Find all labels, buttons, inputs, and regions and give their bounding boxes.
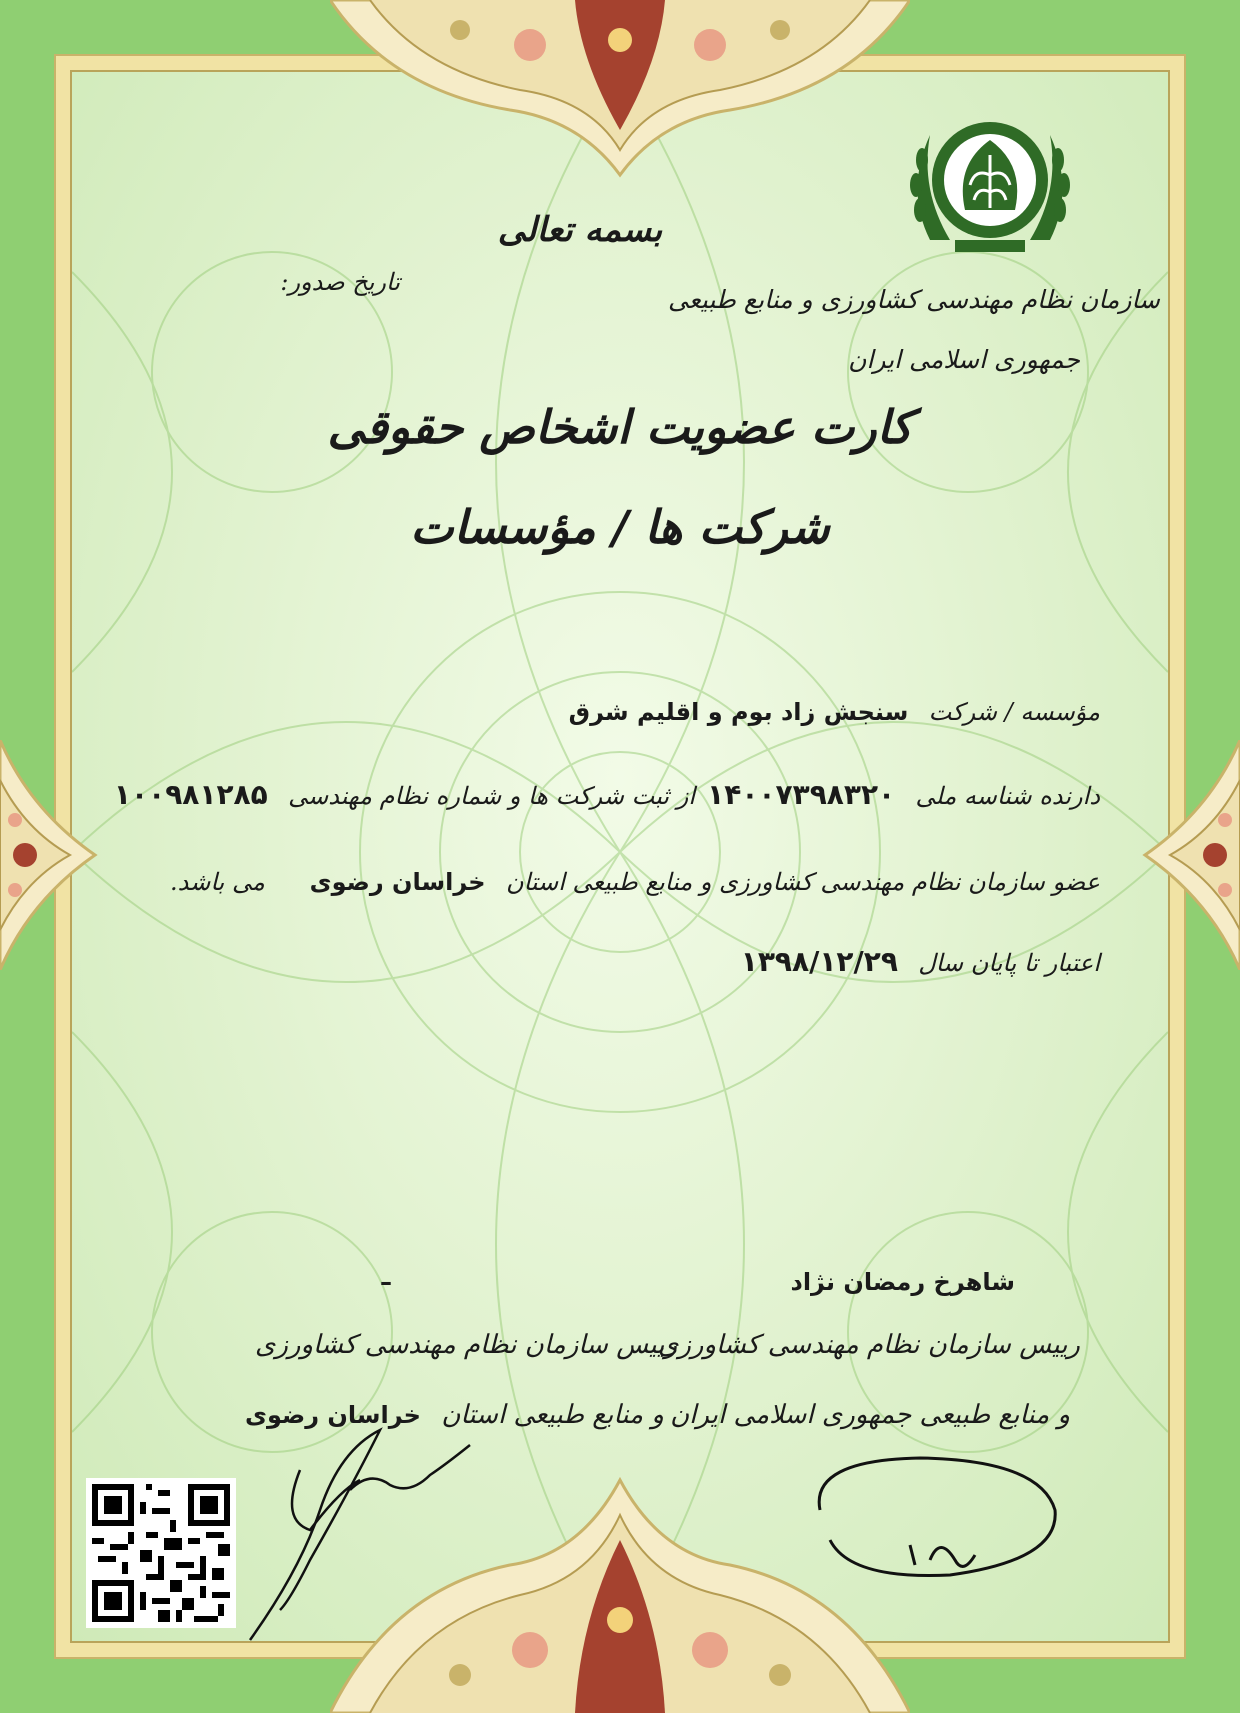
membership-suffix: می باشد. <box>170 868 265 896</box>
registration-label: از ثبت شرکت ها و شماره نظام مهندسی <box>288 782 695 810</box>
right-ornament <box>1140 740 1240 970</box>
org-country: جمهوری اسلامی ایران <box>848 345 1080 374</box>
left-signatory-name: – <box>380 1268 392 1296</box>
validity-row <box>741 945 1100 978</box>
national-id-value: ۱۴۰۰۷۳۹۸۳۲۰ <box>707 778 896 811</box>
membership-row <box>310 868 1100 896</box>
left-signature-scribble <box>240 1410 490 1650</box>
national-id-label: دارنده شناسه ملی <box>915 782 1100 810</box>
card-title: کارت عضویت اشخاص حقوقی <box>327 400 913 454</box>
registration-value: ۱۰۰۹۸۱۲۸۵ <box>113 778 268 811</box>
right-signatory-title-line1: رییس سازمان نظام مهندسی کشاورزی <box>657 1330 1080 1360</box>
company-label: مؤسسه / شرکت <box>928 698 1100 726</box>
registration-row <box>114 778 695 811</box>
left-signatory-province: خراسان رضوی <box>245 1401 421 1429</box>
org-name: سازمان نظام مهندسی کشاورزی و منابع طبیعی <box>668 285 1160 314</box>
validity-label: اعتبار تا پایان سال <box>918 949 1100 977</box>
qr-code-icon <box>86 1478 236 1628</box>
card-subtitle: شرکت ها / مؤسسات <box>410 500 830 554</box>
validity-value: ۱۳۹۸/۱۲/۲۹ <box>740 945 898 978</box>
company-value: سنجش زاد بوم و اقلیم شرق <box>568 698 909 726</box>
top-ornament <box>330 0 910 180</box>
membership-label: عضو سازمان نظام مهندسی کشاورزی و منابع طبیعی استان <box>505 868 1100 896</box>
national-id-row <box>707 778 1100 811</box>
issue-date-label: تاریخ صدور: <box>280 268 400 296</box>
right-signatory-name: شاهرخ رمضان نژاد <box>790 1268 1015 1296</box>
bismillah-heading: بسمه تعالی <box>497 210 663 250</box>
agriculture-org-emblem-icon <box>900 100 1080 265</box>
right-signature-scribble <box>790 1450 1070 1590</box>
left-ornament <box>0 740 100 970</box>
left-signatory-title-line2: و منابع طبیعی استان <box>441 1400 664 1430</box>
company-row <box>569 698 1100 726</box>
membership-province: خراسان رضوی <box>309 868 486 896</box>
right-signatory-title-line2: و منابع طبیعی جمهوری اسلامی ایران <box>670 1400 1070 1430</box>
left-signatory-title-line1: رییس سازمان نظام مهندسی کشاورزی <box>255 1330 678 1360</box>
